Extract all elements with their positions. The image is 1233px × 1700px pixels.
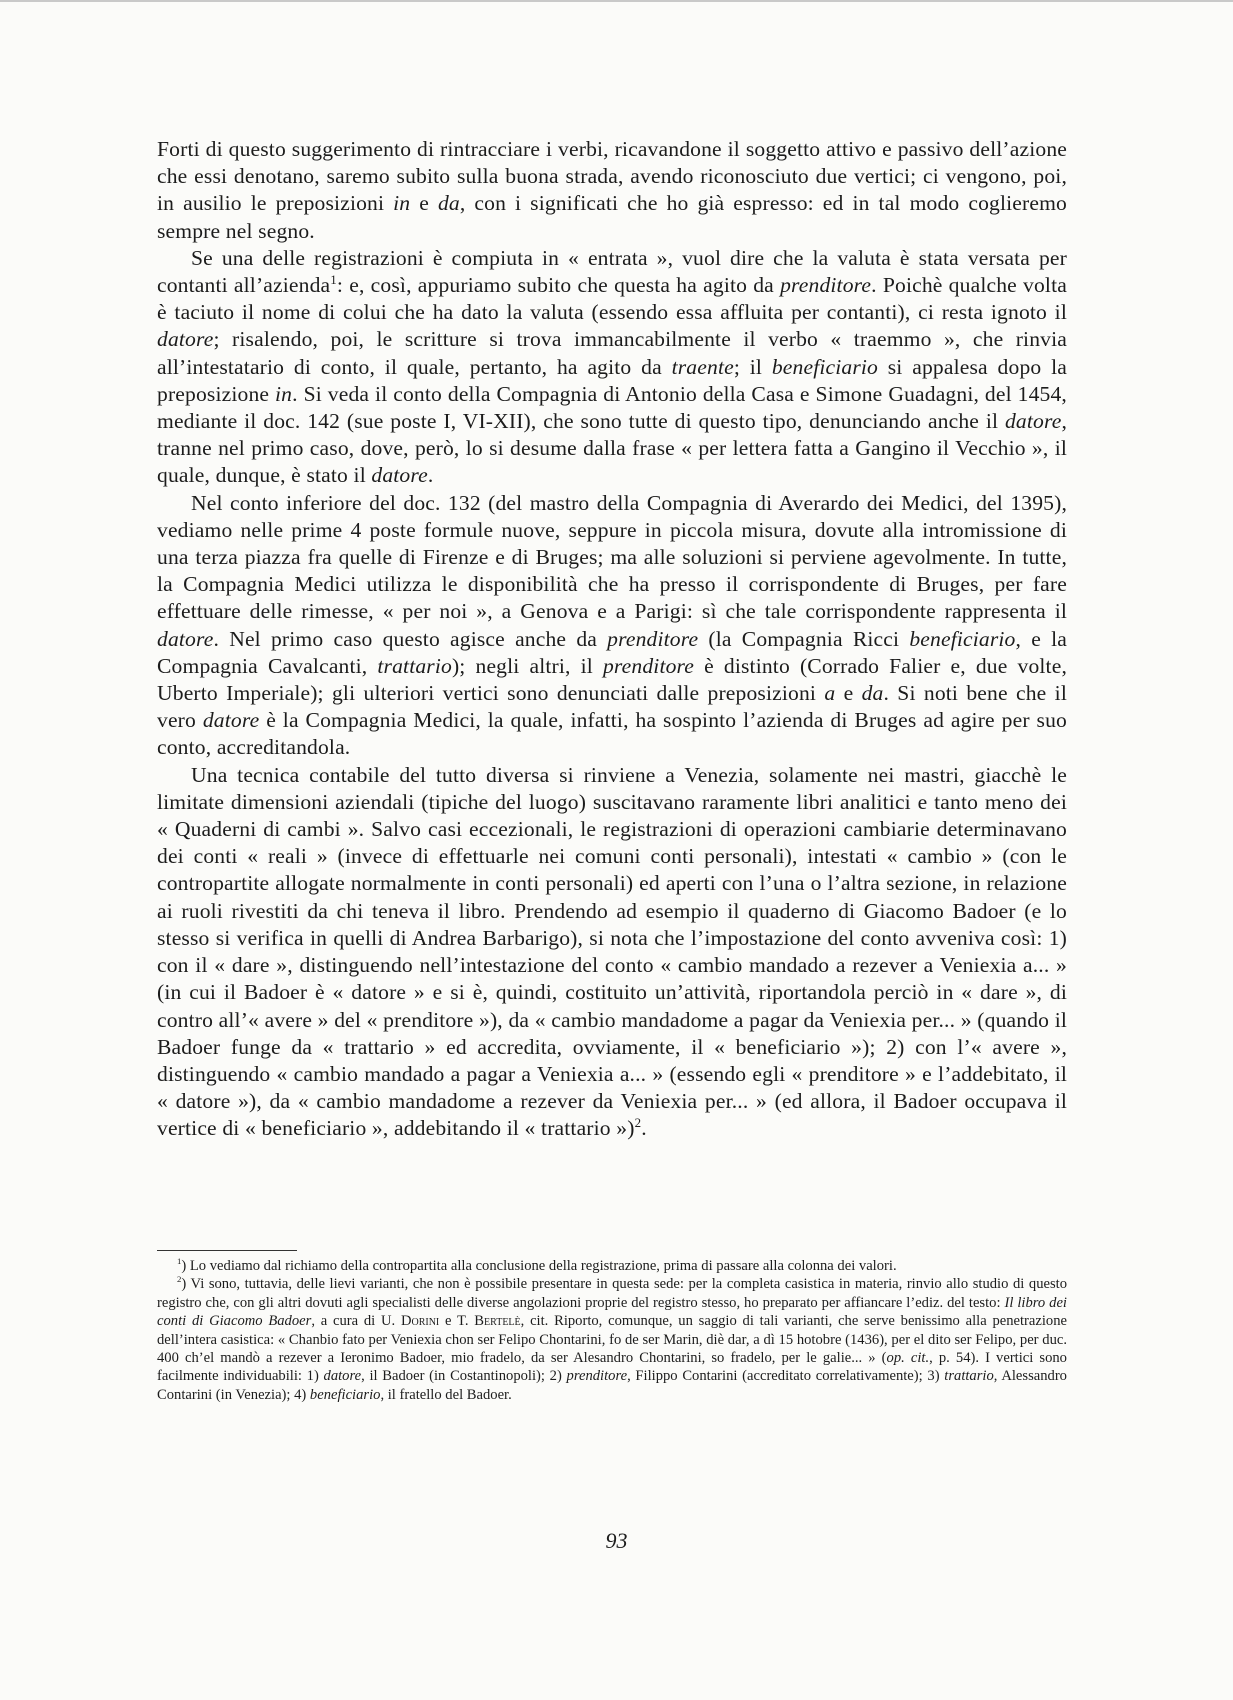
italic-term: Il libro dei conti di Giacomo Badoer: [157, 1294, 1067, 1330]
footnote-2: [157, 1275, 1067, 1404]
text-run: ; il: [733, 354, 772, 379]
italic-term: in: [393, 191, 411, 216]
paragraph-4: [157, 762, 1067, 1143]
text-run: (la Compagnia Ricci: [698, 626, 910, 651]
text-run: Una tecnica contabile del tutto diversa si rinviene a Venezia, solamente nei mastri, giacchè le limitate dimensioni aziendali (tipiche del luogo) suscitavano raramente libri analitici e tanto meno dei « Quaderni di cambi ». Salvo casi eccezionali, le registrazioni di operazioni cambiarie determinavano dei conti « reali » (invece di effettuarle nei comuni conti personali), intestati « cambio » (con le contropartite allogate normalmente in conti personali) ed aperti con l’una o l’altra sezione, in relazione ai ruoli rivestiti da chi teneva il libro. Prendendo ad esempio il quaderno di Giacomo Badoer (e lo stesso si verifica in quelli di Andrea Barbarigo), si nota che l’impostazione del conto avveniva così: 1) con il « dare », distinguendo nell’intestazione del conto « cambio mandado a rezever a Veniexia a... » (in cui il Badoer è « datore » e si è, quindi, costituito un’attività, riportandola perciò in « dare », di contro all’« avere » del « prenditore »), da « cambio mandadome a pagar da Veniexia per... » (quando il Badoer funge da « trattario » ed accredita, ovviamente, il « beneficiario »); 2) con l’« avere », distinguendo « cambio mandado a pagar a Veniexia a... » (essendo egli « prenditore » e l’addebitato, il « datore »), da « cambio mandadome a rezever da Veniexia per... » (ed allora, il Badoer occupava il vertice di « beneficiario », addebitando il « trattario »): [157, 762, 1067, 1141]
text-run: ) Lo vediamo dal richiamo della contropartita alla conclusione della registrazione, prima di passare alla colonna dei valori.: [181, 1258, 897, 1274]
text-run: ; risalendo, poi, le scritture si trova immancabilmente il verbo « traemmo », che rinvia all’intestatario di conto, il quale, pertanto, ha agito da: [157, 327, 1067, 379]
italic-term: trattario: [944, 1368, 994, 1385]
text-run: , p. 54). I vertici sono facilmente individuabili: 1): [157, 1350, 1067, 1385]
italic-term: op. cit.: [886, 1350, 930, 1367]
text-run: è distinto (Corrado Falier e, due volte, Uberto Imperiale); gli ulteriori vertici sono denunciati dalle preposizioni: [157, 653, 1067, 706]
italic-term: beneficiario: [309, 1386, 381, 1403]
text-run: si appalesa dopo la preposizione: [157, 354, 1067, 406]
italic-term: prenditore: [780, 273, 872, 298]
text-run: è la Compagnia Medici, la quale, infatti, ha sospinto l’azienda di Bruges ad agire per suo conto, accreditandola.: [157, 708, 1067, 760]
text-run: e: [410, 191, 438, 216]
text-run: . Poichè qualche volta è taciuto il nome di colui che ha dato la valuta (essendo essa affluita per contanti), ci resta ignoto il: [157, 273, 1067, 325]
text-run: : e, così, appuriamo subito che questa ha agito da: [336, 273, 781, 298]
text-run: . Si noti bene che il vero: [157, 681, 1067, 733]
text-run: , con i significati che ho già espresso: ed in tal modo coglieremo sempre nel segno.: [157, 191, 1067, 243]
footnotes: [157, 1257, 1067, 1404]
text-run: , cit. Riporto, comunque, un saggio di tali varianti, che serve benissimo alla penetrazione dell’intera casistica: « Chanbio fato per Veniexia chon ser Felipo Chontarini, fo de ser Marin, diè dar, a dì 15 hotobre (1436), per el dito ser Felipo, per duc. 400 ch’el mandò a rezever a Ieronimo Badoer, mio fradelo, da ser Alesandro Chontarini, so fradelo, per le galie... » (: [157, 1313, 1067, 1367]
text-run: . Si veda il conto della Compagnia di Antonio della Casa e Simone Guadagni, del 1454, mediante il doc. 142 (sue poste I, VI-XII), che sono tutte di questo tipo, denunciando anche il: [157, 381, 1067, 434]
text-run: , Filippo Contarini (accreditato correlativamente); 3): [627, 1368, 945, 1385]
italic-term: traente: [671, 354, 734, 379]
italic-term: beneficiario: [909, 626, 1016, 651]
italic-term: datore: [157, 327, 214, 352]
text-run: , a cura di U.: [311, 1313, 401, 1330]
text-run: , il Badoer (in Costantinopoli); 2): [361, 1368, 567, 1385]
italic-term: da: [861, 681, 884, 706]
footnote-rule: [157, 1250, 297, 1251]
italic-term: da: [437, 191, 460, 216]
footnote-1: [157, 1257, 1067, 1275]
paragraph-3: [157, 490, 1067, 762]
top-edge-line: [0, 0, 1233, 2]
text-run: Dorini: [400, 1313, 440, 1330]
text-run: Bertelè: [474, 1313, 521, 1330]
text-run: .: [641, 1116, 647, 1141]
italic-term: prenditore: [566, 1368, 628, 1385]
italic-term: trattario: [377, 653, 452, 678]
italic-term: beneficiario: [771, 354, 878, 379]
text-run: ); negli altri, il: [451, 653, 603, 678]
italic-term: datore: [1004, 409, 1062, 434]
paragraph-1: [157, 136, 1067, 245]
text-run: Forti di questo suggerimento di rintracciare i verbi, ricavandone il soggetto attivo e passivo dell’azione che essi denotano, saremo subito sulla buona strada, avendo riconosciuto due vertici; ci vengono, poi, in ausilio le preposizioni: [157, 137, 1067, 216]
text-run: , tranne nel primo caso, dove, però, lo si desume dalla frase « per lettera fatta a Gangino il Vecchio », il quale, dunque, è stato il: [157, 409, 1067, 488]
text-run: , e la Compagnia Cavalcanti,: [157, 626, 1067, 678]
italic-term: prenditore: [607, 626, 699, 651]
text-run: , Alessandro Contarini (in Venezia); 4): [157, 1368, 1067, 1403]
text-run: , il fratello del Badoer.: [380, 1386, 512, 1403]
footnote-marker: 2: [177, 1274, 182, 1285]
text-run: Se una delle registrazioni è compiuta in « entrata », vuol dire che la valuta è stata versata per contanti all’azienda: [157, 245, 1067, 298]
italic-term: datore: [157, 626, 214, 651]
text-run: e T.: [439, 1313, 475, 1330]
italic-term: datore: [323, 1368, 362, 1385]
text-run: ) Vi sono, tuttavia, delle lievi varianti, che non è possibile presentare in questa sede: per la completa casistica in materia, rinvio allo studio di questo registro che, con gli altri dovuti agli specialisti delle diverse angolazioni proprie del registro stesso, ho preparato per affiancare l’ediz. del testo:: [157, 1276, 1067, 1311]
italic-term: datore: [202, 708, 260, 733]
page-number: 93: [605, 1528, 628, 1553]
main-text: [157, 136, 1067, 1143]
footnote-marker: 1: [177, 1256, 182, 1267]
footnote-marker: 1: [330, 271, 337, 287]
paragraph-2: [157, 245, 1067, 490]
text-run: . Nel primo caso questo agisce anche da: [213, 626, 608, 651]
text-run: e: [835, 681, 862, 706]
italic-term: a: [824, 681, 836, 706]
text-run: .: [427, 463, 434, 488]
footnote-marker: 2: [634, 1115, 642, 1131]
italic-term: datore: [371, 463, 428, 488]
italic-term: prenditore: [602, 653, 695, 678]
italic-term: in: [275, 381, 293, 406]
text-run: Nel conto inferiore del doc. 132 (del mastro della Compagnia di Averardo dei Medici, del 1395), vediamo nelle prime 4 poste formule nuove, seppure in piccola misura, dovute alla intromissione di una terza piazza fra quelle di Firenze e di Bruges; ma alle soluzioni si perviene agevolmente. In tutte, la Compagnia Medici utilizza le disponibilità che ha presso il corrispondente di Bruges, per fare effettuare delle rimesse, « per noi », a Genova e a Parigi: sì che tale corrispondente rappresenta il: [157, 490, 1067, 624]
